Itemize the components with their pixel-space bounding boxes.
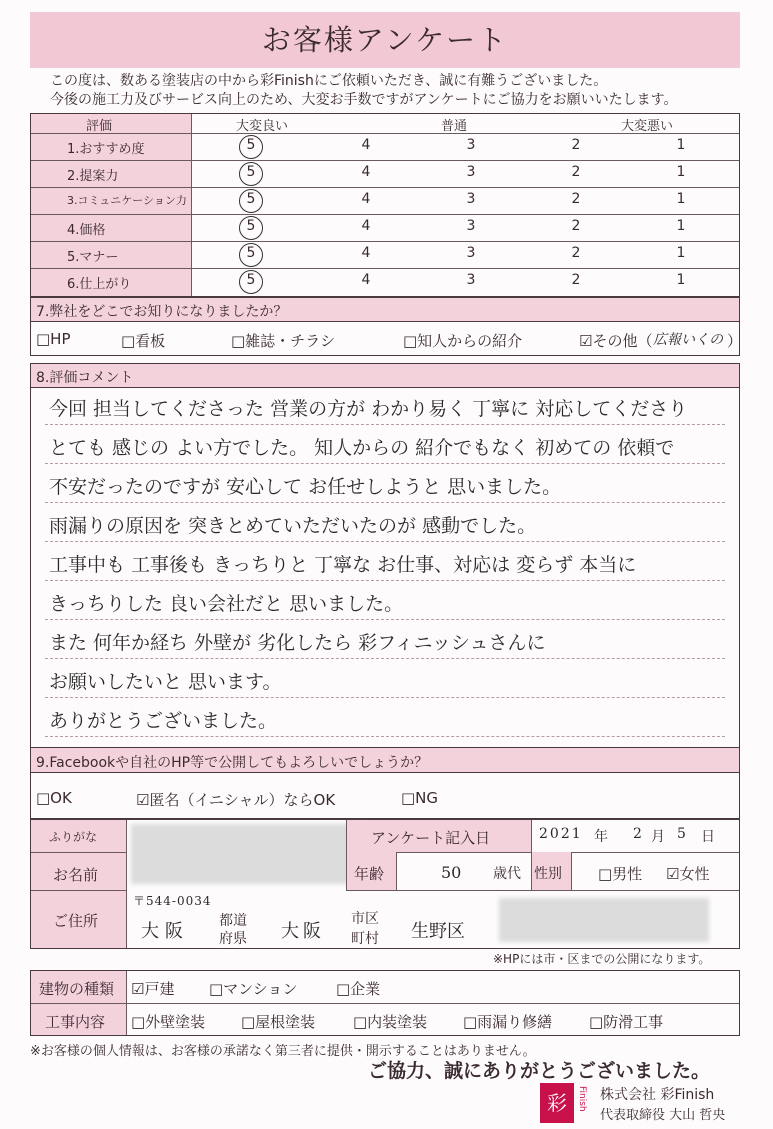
comment-rule-line: [45, 697, 725, 698]
survey-month-unit: 月: [651, 829, 665, 845]
q9-option-ok[interactable]: □OK: [36, 789, 72, 807]
intro-line-1: この度は、数ある塗装店の中から彩Finishにご依頼いただき、誠に有難うございました。: [50, 73, 608, 89]
comment-line-text: きっちりした 良い会社だと 思いました。: [49, 593, 404, 615]
hp-disclosure-note: ※HPには市・区までの公開になります。: [493, 952, 711, 966]
comment-rule-line: [45, 502, 725, 503]
comment-rule-line: [45, 541, 725, 542]
eval-row-label: 4.価格: [67, 223, 106, 238]
work-option-exterior[interactable]: □外壁塗装: [131, 1013, 206, 1031]
work-option-leak[interactable]: □雨漏り修繕: [463, 1013, 553, 1031]
comment-line-text: 不安だったのですが 安心して お任せしようと 思いました。: [49, 476, 562, 498]
comment-rule-line: [45, 619, 725, 620]
comment-line-text: 工事中も 工事後も きっちりと 丁寧な お仕事、対応は 変らず 本当に: [49, 554, 637, 576]
age-unit: 歳代: [493, 866, 521, 882]
eval-score-option[interactable]: 3: [466, 218, 476, 234]
company-representative: 代表取締役 大山 哲央: [600, 1108, 726, 1123]
eval-score-option[interactable]: 2: [571, 218, 581, 234]
eval-score-option[interactable]: 1: [676, 218, 686, 234]
survey-day: 5: [677, 826, 686, 842]
selected-circle-mark: [239, 216, 263, 240]
eval-score-option[interactable]: 5: [246, 191, 256, 207]
eval-score-option[interactable]: 3: [466, 137, 476, 153]
q7-option-magazine[interactable]: □雑誌・チラシ: [231, 332, 336, 350]
q9-options: [30, 773, 740, 819]
evaluation-table: [30, 113, 740, 297]
q9-option-ng[interactable]: □NG: [401, 789, 439, 807]
address-prefecture: 大阪: [141, 921, 189, 942]
customer-info-table: [30, 819, 740, 949]
q9-label: 9.Facebookや自社のHP等で公開してもよろしいでしょうか？: [36, 755, 429, 771]
q7-option-signboard[interactable]: □看板: [121, 332, 166, 350]
eval-score-option[interactable]: 5: [246, 164, 256, 180]
q7-option-hp[interactable]: □HP: [36, 330, 71, 348]
q7-header: [30, 297, 740, 322]
comment-line-text: お願いしたいと 思います。: [49, 671, 282, 693]
survey-day-unit: 日: [701, 829, 715, 845]
building-option-house[interactable]: ☑戸建: [131, 980, 175, 998]
eval-score-option[interactable]: 5: [246, 218, 256, 234]
pref-unit-1: 都道: [219, 913, 247, 929]
eval-score-option[interactable]: 2: [571, 191, 581, 207]
survey-date-label: アンケート記入日: [371, 829, 491, 847]
selected-circle-mark: [239, 135, 263, 159]
comment-line-text: また 何年か経ち 外壁が 劣化したら 彩フィニッシュさんに: [49, 632, 546, 654]
eval-score-option[interactable]: 1: [676, 245, 686, 261]
eval-score-option[interactable]: 4: [361, 137, 371, 153]
eval-row-label: 6.仕上がり: [67, 277, 132, 292]
selected-circle-mark: [239, 162, 263, 186]
q7-option-other[interactable]: ☑その他（: [579, 332, 653, 350]
eval-row-label: 3.コミュニケーション力: [67, 194, 187, 207]
eval-score-option[interactable]: 2: [571, 137, 581, 153]
eval-score-option[interactable]: 4: [361, 245, 371, 261]
q7-other-close: ）: [727, 332, 743, 350]
eval-score-option[interactable]: 1: [676, 137, 686, 153]
survey-year-unit: 年: [594, 829, 608, 845]
company-name: 株式会社 彩Finish: [600, 1087, 715, 1103]
name-redacted: [131, 824, 371, 884]
q7-label: 7.弊社をどこでお知りになりましたか？: [36, 304, 288, 320]
eval-header-worst: 大変悪い: [621, 119, 674, 134]
comment-rule-line: [45, 736, 725, 737]
selected-circle-mark: [239, 270, 263, 294]
survey-year: 2021: [539, 826, 583, 842]
eval-row-label: 2.提案力: [67, 169, 119, 184]
name-label: お名前: [53, 866, 99, 884]
eval-score-option[interactable]: 1: [676, 272, 686, 288]
eval-score-option[interactable]: 3: [466, 272, 476, 288]
q7-options: [30, 322, 743, 356]
thanks-message: ご協力、誠にありがとうございました。: [368, 1060, 711, 1082]
selected-circle-mark: [239, 189, 263, 213]
furigana-label: ふりがな: [49, 830, 98, 844]
age-label: 年齢: [354, 865, 385, 883]
building-work-table: [30, 970, 740, 1036]
eval-header-mid: 普通: [441, 119, 468, 134]
eval-header-label: 評価: [86, 119, 113, 134]
building-type-label: 建物の種類: [39, 980, 115, 998]
privacy-note: ※お客様の個人情報は、お客様の承諾なく第三者に提供・開示することはありません。: [30, 1044, 536, 1059]
address-redacted: [499, 898, 709, 942]
page-title: お客様アンケート: [30, 12, 740, 68]
comment-line-text: とても 感じの よい方でした。 知人からの 紹介でもなく 初めての 依頼で: [49, 437, 675, 459]
eval-row-label: 5.マナー: [67, 250, 119, 265]
eval-row-label: 1.おすすめ度: [67, 142, 145, 157]
gender-female[interactable]: ☑女性: [666, 865, 710, 883]
q7-option-referral[interactable]: □知人からの紹介: [403, 332, 523, 350]
comment-rule-line: [45, 424, 725, 425]
eval-score-option[interactable]: 2: [571, 164, 581, 180]
comment-line-text: ありがとうございました。: [49, 710, 278, 732]
eval-score-option[interactable]: 4: [361, 191, 371, 207]
q8-comment-box: [30, 388, 740, 750]
eval-score-option[interactable]: 1: [676, 164, 686, 180]
eval-score-option[interactable]: 2: [571, 272, 581, 288]
gender-male[interactable]: □男性: [598, 865, 643, 883]
comment-rule-line: [45, 658, 725, 659]
selected-circle-mark: [239, 243, 263, 267]
city-unit-1: 市区: [351, 911, 379, 927]
eval-score-option[interactable]: 5: [246, 137, 256, 153]
eval-score-option[interactable]: 1: [676, 191, 686, 207]
q9-option-anonymous[interactable]: ☑匿名（イニシャル）ならOK: [136, 791, 336, 809]
city-unit-2: 町村: [351, 931, 379, 947]
company-seal: [540, 1083, 574, 1123]
comment-rule-line: [45, 463, 725, 464]
seal-char: 彩: [547, 1091, 567, 1115]
eval-score-option[interactable]: 4: [361, 272, 371, 288]
work-option-interior[interactable]: □内装塗装: [353, 1013, 428, 1031]
eval-score-option[interactable]: 5: [246, 272, 256, 288]
comment-rule-line: [45, 580, 725, 581]
q8-header: [30, 363, 740, 388]
eval-score-option[interactable]: 4: [361, 218, 371, 234]
eval-score-option[interactable]: 4: [361, 164, 371, 180]
q8-label: 8.評価コメント: [36, 370, 134, 386]
address-label: ご住所: [53, 912, 99, 930]
eval-score-option[interactable]: 3: [466, 164, 476, 180]
age-value: 50: [441, 863, 462, 882]
pref-unit-2: 府県: [219, 931, 247, 947]
eval-score-option[interactable]: 3: [466, 191, 476, 207]
comment-line-text: 今回 担当してくださった 営業の方が わかり易く 丁寧に 対応してくださり: [49, 398, 688, 420]
work-option-roof[interactable]: □屋根塗装: [241, 1013, 316, 1031]
gender-label: 性別: [534, 866, 562, 882]
eval-score-option[interactable]: 3: [466, 245, 476, 261]
building-option-mansion[interactable]: □マンション: [209, 980, 298, 998]
q9-header: [30, 747, 740, 773]
intro-line-2: 今後の施工力及びサービス向上のため、大変お手数ですがアンケートにご協力をお願いいたします。: [50, 92, 678, 108]
seal-side-text: Finish: [577, 1086, 587, 1112]
address-city: 大阪: [281, 921, 325, 942]
q7-other-text: 広報いくの: [653, 332, 723, 348]
eval-score-option[interactable]: 5: [246, 245, 256, 261]
address-ward: 生野区: [411, 921, 465, 942]
building-option-company[interactable]: □企業: [336, 980, 381, 998]
comment-line-text: 雨漏りの原因を 突きとめていただいたのが 感動でした。: [49, 515, 537, 537]
work-option-antislip[interactable]: □防滑工事: [589, 1013, 664, 1031]
eval-score-option[interactable]: 2: [571, 245, 581, 261]
work-type-label: 工事内容: [45, 1013, 106, 1031]
eval-header-best: 大変良い: [236, 119, 289, 134]
survey-month: 2: [633, 826, 642, 842]
postal-code: 〒544-0034: [133, 894, 212, 908]
